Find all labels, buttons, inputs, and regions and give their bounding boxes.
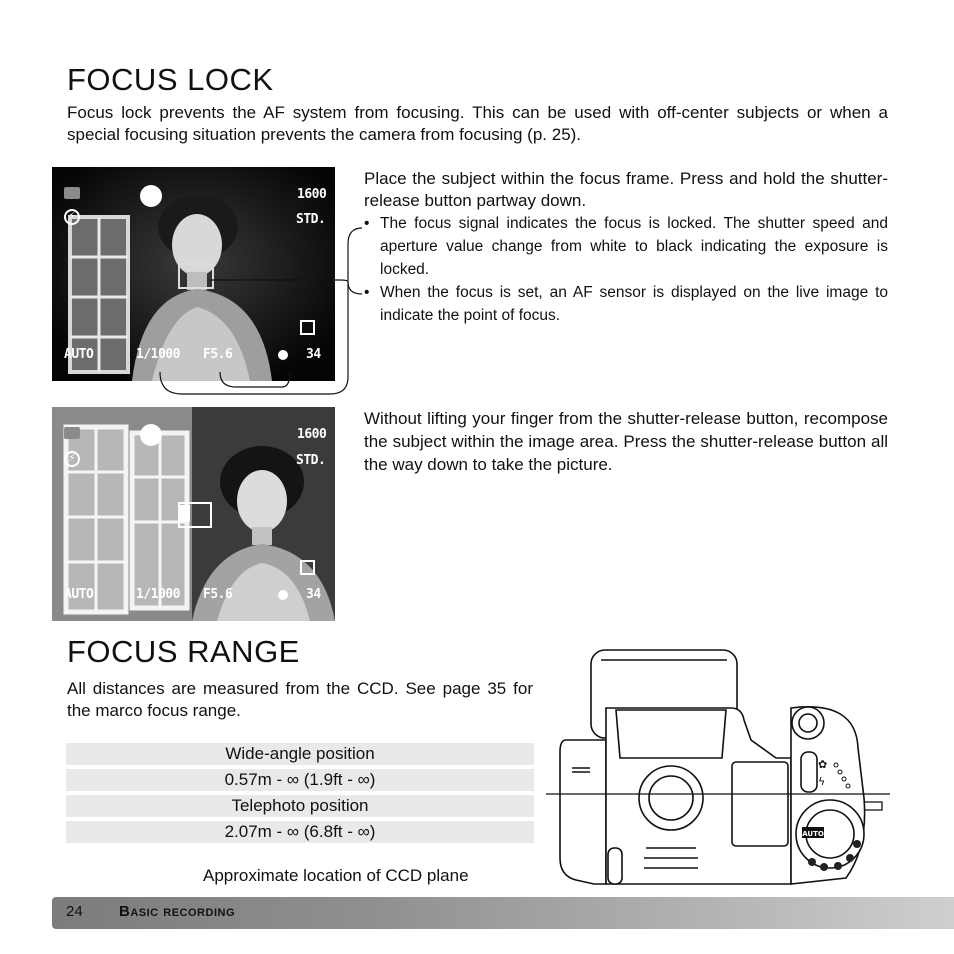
- exposure-mode-2: AUTO: [64, 587, 94, 602]
- ccd-caption: Approximate location of CCD plane: [203, 866, 469, 885]
- step1-bullets: [364, 212, 888, 327]
- bullet-af-sensor: • When the focus is set, an AF sensor is displayed on the live image to indicate the point of focus.: [364, 281, 888, 327]
- range-row-wide-value: 0.57m - ∞ (1.9ft - ∞): [66, 769, 534, 791]
- section-name: Basic recording: [119, 903, 236, 920]
- iso-value: 1600: [297, 187, 327, 202]
- range-row-tele-label: Telephoto position: [66, 795, 534, 817]
- step2-text: Without lifting your finger from the shutter-release button, recompose the subject within the image area. Press the shutter-release button all the way down to take the picture.: [364, 409, 888, 474]
- portrait-mode-icon: [140, 185, 162, 207]
- aperture-value-2: F5.6: [203, 587, 233, 602]
- bullet-focus-signal: • The focus signal indicates the focus is locked. The shutter speed and aperture value change from white to black indicating the exposure is locked.: [364, 212, 888, 281]
- page-number: 24: [66, 903, 83, 920]
- iso-value-2: 1600: [297, 427, 327, 442]
- quality-value: STD.: [296, 212, 326, 227]
- dial-auto-label: AUTO: [802, 830, 824, 838]
- range-row-wide-label: Wide-angle position: [66, 743, 534, 765]
- shutter-speed-2: 1/1000: [136, 587, 180, 602]
- storage-icon-2: [300, 560, 315, 575]
- flash-icon-2: ⚡: [64, 451, 80, 467]
- aperture-value: F5.6: [203, 347, 233, 362]
- callout-lines: [150, 222, 370, 402]
- focus-lock-title: FOCUS LOCK: [67, 62, 274, 97]
- portrait-mode-icon-2: [140, 424, 162, 446]
- flash-icon: ⚡: [64, 209, 80, 225]
- focus-range-intro: All distances are measured from the CCD. See page 35 for the marco focus range.: [67, 679, 533, 720]
- svg-text:✿: ✿: [818, 758, 828, 771]
- camera-top-illustration: [546, 648, 892, 898]
- svg-text:ϟ: ϟ: [818, 775, 826, 788]
- shutter-speed: 1/1000: [136, 347, 180, 362]
- focus-signal-2: [278, 590, 288, 600]
- af-sensor-marker: [180, 505, 190, 522]
- exposure-mode: AUTO: [64, 347, 94, 362]
- page-footer: [52, 897, 954, 929]
- camera-mode-icon-2: [64, 427, 80, 439]
- frame-counter-2: 34: [306, 587, 321, 602]
- camera-mode-icon: [64, 187, 80, 199]
- focus-range-title: FOCUS RANGE: [67, 634, 300, 669]
- frame-counter: 34: [306, 347, 321, 362]
- range-row-tele-value: 2.07m - ∞ (6.8ft - ∞): [66, 821, 534, 843]
- quality-value-2: STD.: [296, 453, 326, 468]
- step1-text: Place the subject within the focus frame. Press and hold the shutter-release button partway down.: [364, 169, 888, 210]
- lcd-preview-recomposed: [52, 407, 335, 621]
- focus-lock-intro: Focus lock prevents the AF system from focusing. This can be used with off-center subjects or when a special focusing situation prevents the camera from focusing (p. 25).: [67, 103, 888, 144]
